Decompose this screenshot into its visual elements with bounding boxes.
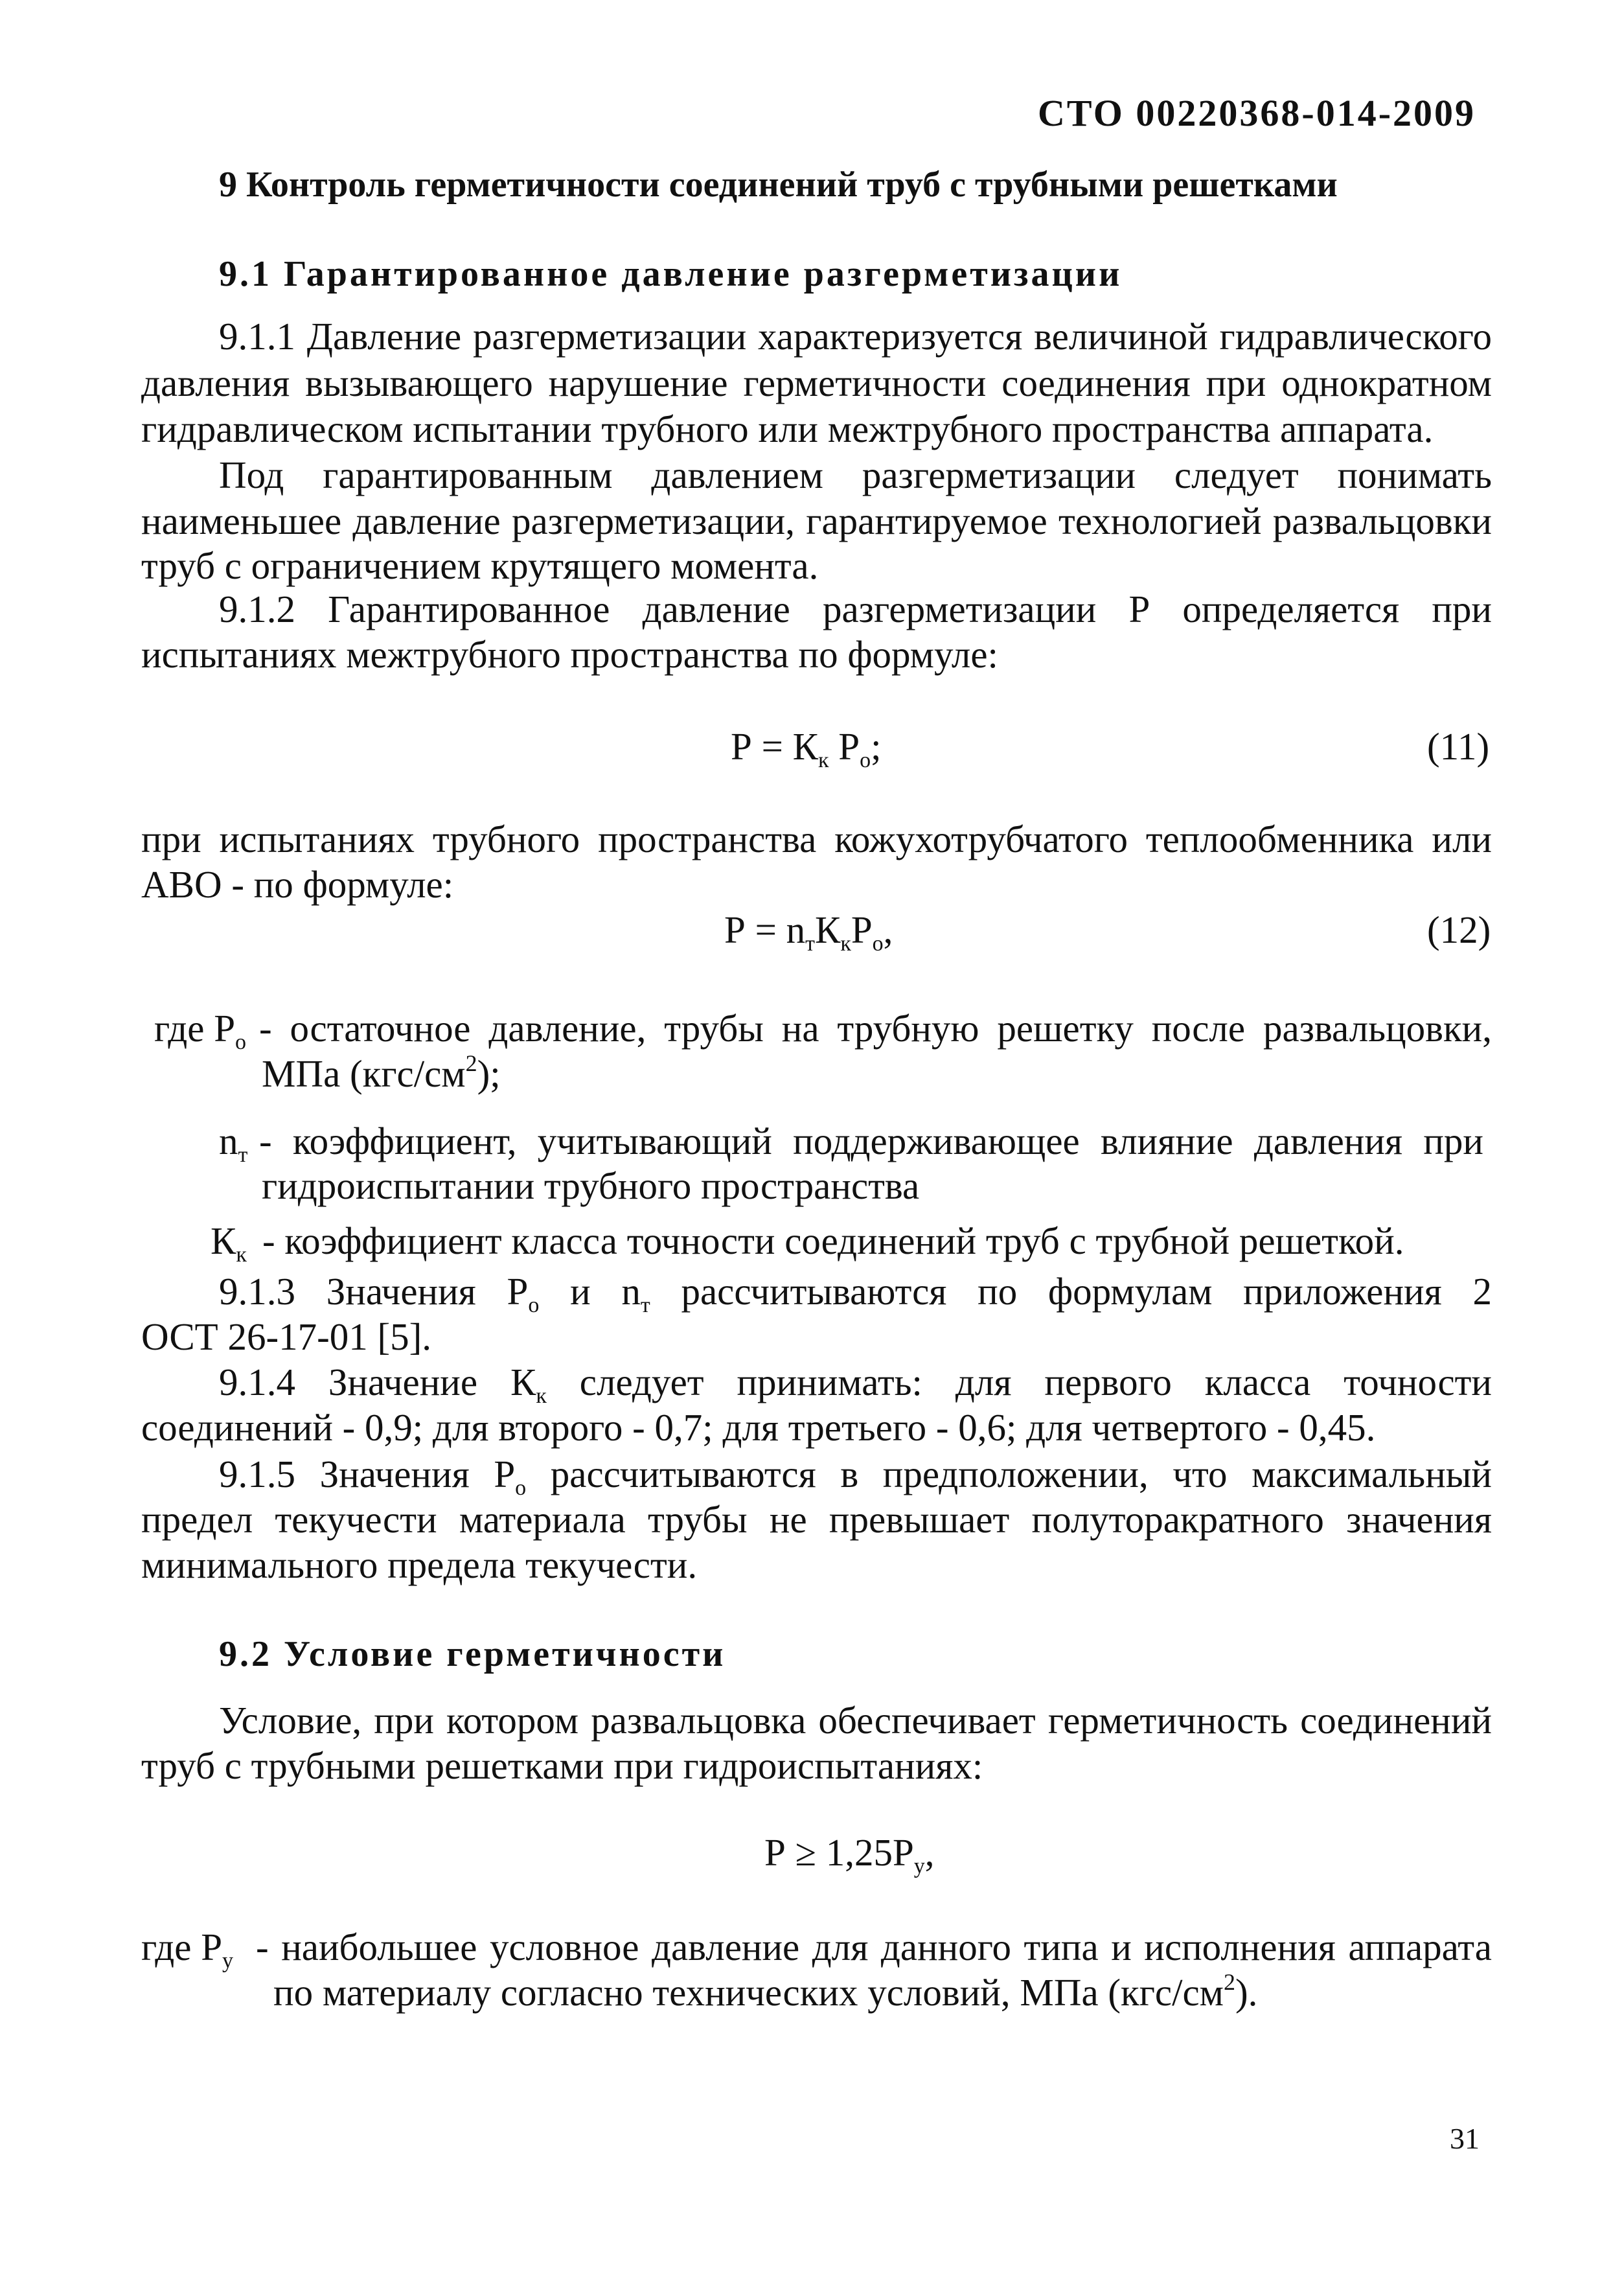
where-nt-label: $n_т$: [219, 1120, 248, 1167]
formula-12: $Р = n_тК_кР_о$,: [724, 908, 893, 956]
p912-line-2: испытаниях межтрубного пространства по формуле:: [141, 633, 998, 676]
guar-line-1: Под гарантированным давлением разгерметизации следует понимать: [219, 454, 1492, 496]
p914-line-2: соединений - 0,9; для второго - 0,7; для третьего - 0,6; для четвертого - 0,45.: [141, 1406, 1376, 1449]
p914-line-1: 9.1.4 Значение $К_к$ следует принимать: для первого класса точности: [219, 1361, 1492, 1408]
where-kk-label: $К_к$: [211, 1219, 247, 1267]
guar-line-3: труб с ограничением крутящего момента.: [141, 544, 819, 587]
where-po-text-2: МПа $(кгс/см^2)$;: [262, 1050, 501, 1095]
page-number: 31: [1450, 2122, 1480, 2155]
formula-condition: $Р \ge 1,25Р_у$,: [764, 1831, 935, 1878]
p913-line-2: ОСТ 26-17-01 [5].: [141, 1315, 432, 1358]
tube-line-1: при испытаниях трубного пространства кожухотрубчатого теплообменника или: [141, 818, 1492, 860]
guar-line-2: наименьшее давление разгерметизации, гарантируемое технологией развальцовки: [141, 500, 1492, 542]
p915-line-3: минимального предела текучести.: [141, 1543, 698, 1586]
where-kk-text: - коэффициент класса точности соединений труб с трубной решеткой.: [262, 1219, 1404, 1262]
where-py-label: где $Р_у$: [141, 1926, 234, 1973]
where-nt-text-1: - коэффициент, учитывающий поддерживающее влияние давления при: [259, 1120, 1483, 1162]
section-9-title: 9 Контроль герметичности соединений труб с трубными решетками: [219, 165, 1338, 205]
p911-line-2: давления вызывающего нарушение герметичности соединения при однократном: [141, 362, 1492, 404]
p915-line-1: 9.1.5 Значения $Р_о$ рассчитываются в предположении, что максимальный: [219, 1453, 1492, 1500]
p911-line-3: гидравлическом испытании трубного или межтрубного пространства аппарата.: [141, 408, 1434, 450]
section-9-1-title: 9.1 Гарантированное давление разгерметизации: [219, 254, 1123, 294]
tube-line-2: АВО - по формуле:: [141, 863, 454, 906]
where-py-text-1: - наибольшее условное давление для данного типа и исполнения аппарата: [256, 1926, 1492, 1968]
formula-12-number: (12): [1427, 908, 1491, 951]
s92-p1-line-1: Условие, при котором развальцовка обеспечивает герметичность соединений: [219, 1699, 1492, 1742]
p913-line-1: 9.1.3 Значения $Р_о$ и $n_т$ рассчитываются по формулам приложения 2: [219, 1270, 1492, 1317]
where-py-text-2: по материалу согласно технических условий, МПа $(кгс/см^2)$.: [273, 1969, 1258, 2014]
where-po-text-1: - остаточное давление, трубы на трубную решетку после развальцовки,: [259, 1007, 1492, 1050]
p915-line-2: предел текучести материала трубы не превышает полуторакратного значения: [141, 1498, 1492, 1541]
p912-line-1: 9.1.2 Гарантированное давление разгерметизации Р определяется при: [219, 588, 1492, 630]
formula-11-number: (11): [1427, 725, 1490, 768]
where-nt-text-2: гидроиспытании трубного пространства: [262, 1164, 920, 1207]
p911-line-1: 9.1.1 Давление разгерметизации характеризуется величиной гидравлического: [219, 315, 1492, 358]
s92-p1-line-2: труб с трубными решетками при гидроиспытаниях:: [141, 1744, 983, 1787]
where-po-label: где $Р_о$: [154, 1007, 247, 1054]
document-code: СТО 00220368-014-2009: [1038, 92, 1476, 134]
formula-11: $Р = К_к$ $Р_о$;: [731, 725, 882, 772]
section-9-2-title: 9.2 Условие герметичности: [219, 1634, 726, 1674]
